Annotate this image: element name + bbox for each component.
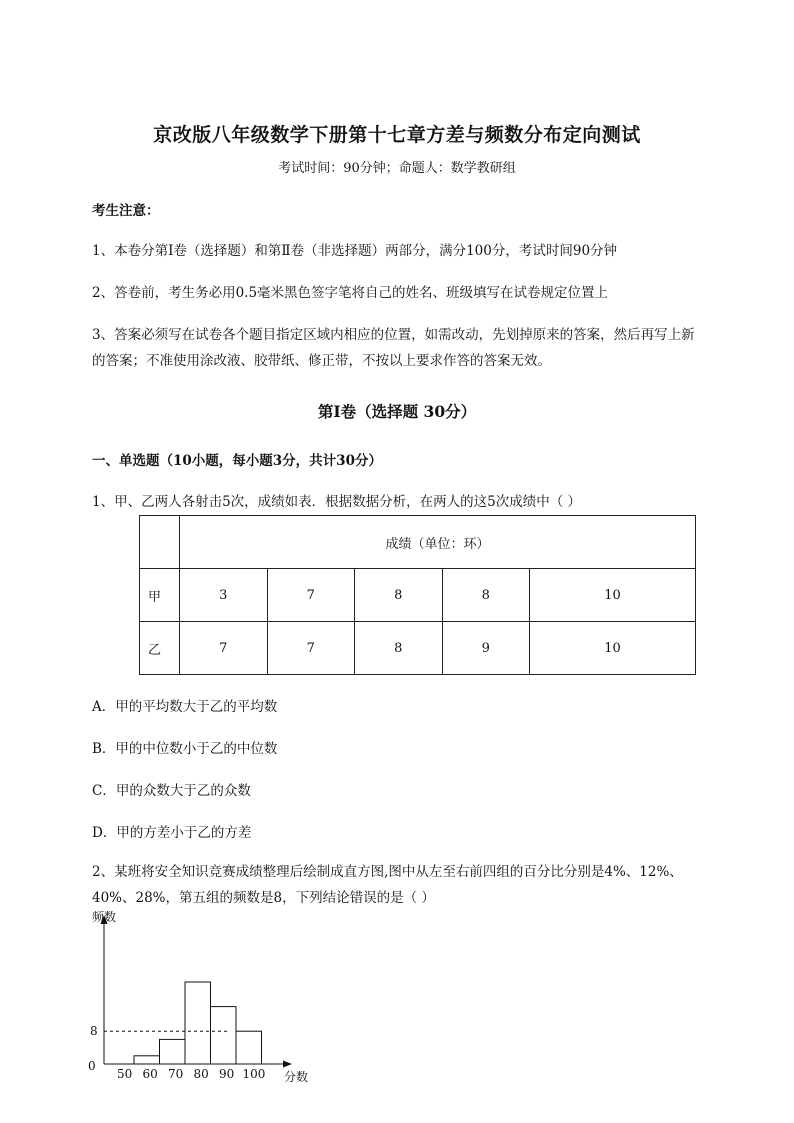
table-cell: 10 — [530, 622, 696, 675]
section-title: 第I卷（选择题 30分） — [317, 402, 477, 421]
score-table — [139, 515, 696, 675]
x-tick-label: 50 — [117, 1067, 133, 1081]
notice-item-3-cont: 的答案；不准使用涂改液、胶带纸、修正带，不按以上要求作答的答案无效。 — [92, 353, 551, 369]
histogram-bar — [236, 1031, 262, 1064]
x-tick-label: 70 — [168, 1067, 184, 1081]
x-tick-label: 80 — [193, 1067, 209, 1081]
table-cell: 10 — [530, 569, 696, 622]
y-tick-label: 8 — [90, 1024, 98, 1039]
notice-item-3: 3、答案必须写在试卷各个题目指定区域内相应的位置，如需改动，先划掉原来的答案，然后再写上新 — [92, 327, 695, 343]
histogram-bar — [185, 982, 211, 1064]
histogram-bar — [134, 1056, 160, 1064]
option-a: A．甲的平均数大于乙的平均数 — [92, 699, 278, 715]
question-1-stem: 1、甲、乙两人各射击5次，成绩如表．根据数据分析，在两人的这5次成绩中（ ） — [92, 494, 582, 510]
table-cell: 7 — [180, 622, 268, 675]
x-tick-label: 90 — [219, 1067, 235, 1081]
table-cell: 7 — [267, 569, 355, 622]
table-cell: 8 — [442, 569, 530, 622]
option-c: C．甲的众数大于乙的众数 — [92, 783, 251, 799]
table-cell: 3 — [180, 569, 268, 622]
x-axis-label: 分数 — [284, 1070, 309, 1084]
histogram-chart — [86, 905, 326, 1090]
histogram-bar — [211, 1007, 237, 1064]
table-cell: 7 — [267, 622, 355, 675]
notice-heading: 考生注意： — [92, 203, 160, 219]
option-b: B．甲的中位数小于乙的中位数 — [92, 741, 278, 757]
histogram-bar — [160, 1039, 186, 1064]
part-title: 一、单选题（10小题，每小题3分，共计30分） — [92, 453, 382, 469]
option-d: D．甲的方差小于乙的方差 — [92, 825, 252, 841]
table-corner-cell — [140, 516, 180, 569]
table-row — [140, 569, 696, 622]
table-cell: 9 — [442, 622, 530, 675]
table-header: 成绩（单位：环） — [180, 516, 696, 569]
x-tick-label: 100 — [242, 1067, 266, 1081]
table-cell: 8 — [355, 622, 443, 675]
x-tick-label: 60 — [142, 1067, 158, 1081]
y-axis-label: 频数 — [92, 910, 117, 924]
exam-info: 考试时间：90分钟；命题人：数学教研组 — [278, 161, 516, 176]
notice-item-2: 2、答卷前，考生务必用0.5毫米黑色签字笔将自己的姓名、班级填写在试卷规定位置上 — [92, 285, 609, 301]
row-label: 甲 — [140, 569, 180, 622]
y-tick-label: 0 — [88, 1059, 96, 1073]
table-cell: 8 — [355, 569, 443, 622]
question-2-stem-line-1: 2、某班将安全知识竞赛成绩整理后绘制成直方图,图中从左至右前四组的百分比分别是4%、12%、 — [92, 864, 683, 880]
table-row — [140, 622, 696, 675]
question-2-stem-line-2: 40%、28%，第五组的频数是8，下列结论错误的是（ ） — [92, 890, 435, 906]
notice-item-1: 1、本卷分第I卷（选择题）和第Ⅱ卷（非选择题）两部分，满分100分，考试时间90分钟 — [92, 243, 618, 259]
x-axis-arrow — [283, 1061, 292, 1068]
page-title: 京改版八年级数学下册第十七章方差与频数分布定向测试 — [153, 124, 641, 146]
row-label: 乙 — [140, 622, 180, 675]
